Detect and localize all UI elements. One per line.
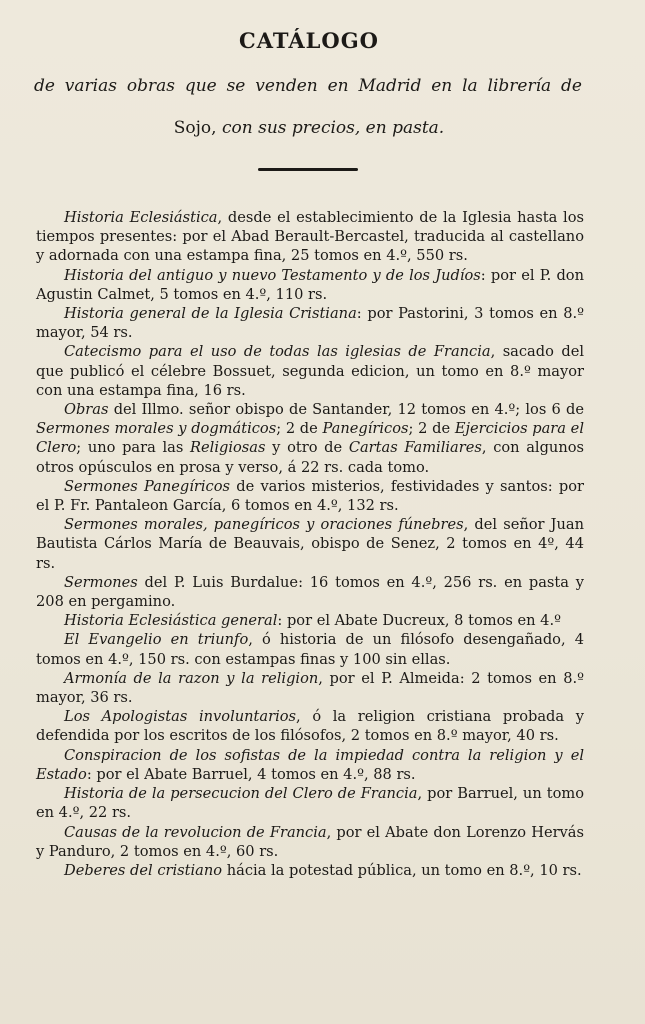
catalog-entry bbox=[36, 611, 584, 630]
entry-text: ; 2 de bbox=[408, 420, 455, 438]
entry-title: Obras bbox=[64, 401, 109, 419]
entry-title: Catecismo para el uso de todas las iglesias de Francia bbox=[64, 343, 491, 361]
entry-text: , por el P. Almeida: 2 tomos en 8.º mayor, 36 rs. bbox=[36, 669, 584, 707]
entry-text: de varios misterios, festividades y santos: por el P. Fr. Pantaleon García, 6 tomos en 4.º, 132 rs. bbox=[36, 477, 584, 515]
entry-title: Causas de la revolucion de Francia bbox=[64, 823, 327, 841]
catalog-entry bbox=[36, 342, 584, 400]
entry-title: Religiosas bbox=[190, 439, 266, 457]
entry-text: , por Barruel, un tomo en 4.º, 22 rs. bbox=[36, 785, 585, 822]
entry-text: hácia la potestad pública, un tomo en 8.º, 10 rs. bbox=[222, 861, 582, 879]
entry-title: Armonía de la razon y la religion bbox=[64, 669, 319, 687]
entry-title: Historia Eclesiástica bbox=[64, 209, 218, 226]
entry-text: ; uno para las bbox=[76, 439, 191, 457]
catalog-entry bbox=[36, 861, 584, 880]
entry-text: ; 2 de bbox=[276, 420, 323, 438]
entry-text: y otro de bbox=[265, 439, 349, 457]
catalog-entry bbox=[36, 630, 584, 668]
entry-title: Conspiracion de los sofistas de la impiedad contra la religion y el Estado bbox=[36, 746, 584, 783]
entry-title: Historia Eclesiástica general bbox=[64, 612, 278, 630]
entry-text: , ó historia de un filósofo desengañado, 4 tomos en 4.º, 150 rs. con estampas finas y 100 sin ellas. bbox=[36, 631, 584, 668]
entry-title: Deberes del cristiano bbox=[64, 861, 223, 879]
catalog-entry bbox=[36, 304, 584, 342]
catalog-entry bbox=[36, 784, 584, 822]
entry-title: Panegíricos bbox=[322, 420, 409, 438]
catalog-entry bbox=[36, 746, 584, 784]
entry-text: del P. Luis Burdalue: 16 tomos en 4.º, 256 rs. en pasta y 208 en pergamino. bbox=[36, 573, 584, 611]
catalog-entry bbox=[36, 208, 584, 266]
catalog-subtitle-line2 bbox=[0, 118, 618, 138]
entry-title: Los Apologistas involuntarios bbox=[64, 708, 297, 726]
entry-text: , desde el establecimiento de la Iglesia hasta los tiempos presentes: por el Abad Berault-Bercastel, traducida al castellano y adornada con una estampa fina, 25 tomos en 4.º, 550 rs. bbox=[36, 209, 584, 265]
entry-title: Sermones Panegíricos bbox=[64, 477, 230, 495]
entry-text: del Illmo. señor obispo de Santander, 12 tomos en 4.º; los 6 de bbox=[108, 401, 584, 419]
catalog-entries bbox=[36, 208, 584, 880]
entry-title: Historia de la persecucion del Clero de Francia bbox=[64, 785, 418, 803]
entry-text: : por Pastorini, 3 tomos en 8.º mayor, 54 rs. bbox=[36, 305, 584, 342]
catalog-entry bbox=[36, 573, 584, 611]
catalog-entry bbox=[36, 477, 584, 515]
entry-text: , con algunos otros opúsculos en prosa y verso, á 22 rs. cada tomo. bbox=[36, 439, 585, 476]
entry-title: Sermones morales, panegíricos y oraciones fúnebres bbox=[64, 516, 464, 534]
catalog-entry bbox=[36, 400, 584, 477]
entry-text: , del señor Juan Bautista Cárlos María de Beauvais, obispo de Senez, 2 tomos en 4º, 44 rs. bbox=[36, 516, 584, 572]
subtitle-note: con sus precios, en pasta. bbox=[216, 118, 445, 138]
entry-title: El Evangelio en triunfo bbox=[64, 631, 249, 649]
entry-text: : por el Abate Barruel, 4 tomos en 4.º, 88 rs. bbox=[86, 765, 416, 783]
entry-title: Sermones bbox=[64, 573, 138, 591]
page-title: CATÁLOGO bbox=[239, 28, 379, 53]
catalog-entry bbox=[36, 266, 584, 304]
entry-text: , por el Abate don Lorenzo Hervás y Panduro, 2 tomos en 4.º, 60 rs. bbox=[36, 823, 584, 860]
entry-title: Ejercicios para el Clero bbox=[36, 420, 584, 457]
catalog-entry bbox=[36, 823, 584, 861]
catalog-entry bbox=[36, 707, 584, 745]
bookshop-name: Sojo, bbox=[173, 118, 217, 138]
entry-text: , sacado del que publicó el célebre Bossuet, segunda edicion, un tomo en 8.º mayor con una estampa fina, 16 rs. bbox=[36, 343, 584, 399]
entry-text: : por el Abate Ducreux, 8 tomos en 4.º bbox=[277, 612, 561, 630]
entry-title: Historia del antiguo y nuevo Testamento y de los Judíos bbox=[64, 266, 481, 284]
entry-text: : por el P. don Agustin Calmet, 5 tomos en 4.º, 110 rs. bbox=[36, 266, 584, 303]
entry-title: Sermones morales y dogmáticos bbox=[36, 420, 277, 438]
entry-title: Historia general de la Iglesia Cristiana bbox=[64, 305, 357, 323]
catalog-subtitle: de varias obras que se venden en Madrid en la librería de bbox=[34, 76, 582, 96]
entry-text: , ó la religion cristiana probada y defendida por los escritos de los filósofos, 2 tomos en 8.º mayor, 40 rs. bbox=[36, 708, 584, 745]
catalog-entry bbox=[36, 515, 584, 573]
entry-title: Cartas Familiares bbox=[348, 439, 482, 457]
catalog-entry bbox=[36, 669, 584, 707]
decorative-rule bbox=[258, 168, 358, 171]
